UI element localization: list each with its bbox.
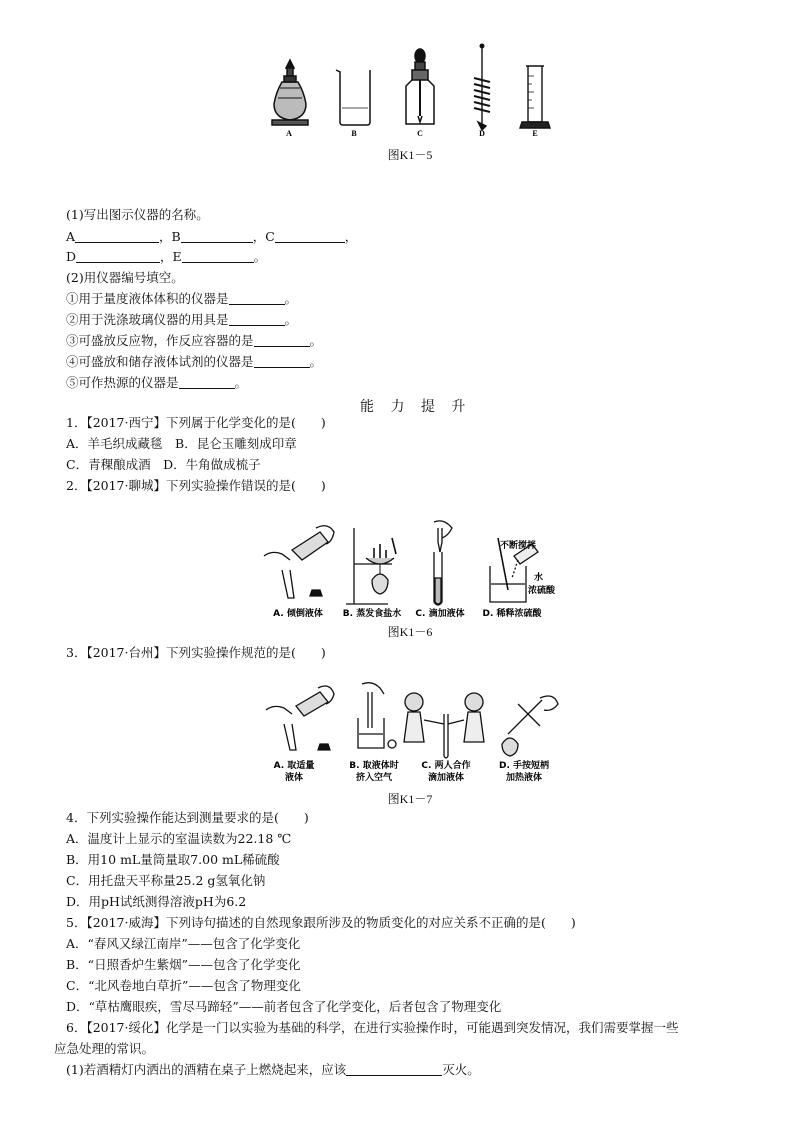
q4-option-b: B．用10 mL量筒量取7.00 mL稀硫酸: [66, 852, 280, 867]
fig1-label-e: E: [532, 129, 538, 138]
q1-stem: 1．【2017·西宁】下列属于化学变化的是( ): [66, 415, 326, 430]
alcohol-lamp-icon: [272, 60, 308, 125]
figure-k1-6: [262, 518, 562, 622]
fig3-label-b1: B. 取液体时: [349, 761, 399, 771]
q4-option-a: A．温度计上显示的室温读数为22.18 ℃: [66, 831, 292, 846]
fig1-label-c: C: [417, 129, 423, 138]
fig3-label-a2: 液体: [284, 773, 304, 783]
evaporating-dish-icon: [346, 528, 396, 604]
fig3-label-b2: 挤入空气: [355, 773, 393, 783]
fig2-note-acid: 浓硫酸: [528, 586, 556, 596]
blank-item-5[interactable]: [179, 376, 235, 389]
q1-options-ab: A．羊毛织成藏毯 B．昆仑玉雕刻成印章: [66, 436, 297, 451]
figure-caption-k1-6: 图K1－6: [387, 625, 433, 639]
fill-item-2: ②用于洗涤玻璃仪器的用具是 。: [66, 312, 298, 327]
q6-stem-line1: 6．【2017·绥化】化学是一门以实验为基础的科学，在进行实验操作时，可能遇到突发情况，我们需要掌握一些: [66, 1020, 679, 1035]
blank-q6-1[interactable]: [346, 1063, 442, 1076]
q5-option-d: D．“草枯鹰眼疾，雪尽马蹄轻”——前者包含了化学变化，后者包含了物理变化: [66, 999, 502, 1014]
fill-item-4: ④可盛放和储存液体试剂的仪器是 。: [66, 354, 323, 369]
q5-stem: 5．【2017·威海】下列诗句描述的自然现象跟所涉及的物质变化的对应关系不正确的是( ): [66, 915, 576, 930]
fig3-label-c1: C. 两人合作: [421, 761, 471, 771]
q2-stem: 2．【2017·聊城】下列实验操作错误的是( ): [66, 478, 326, 493]
q4-stem: 4．下列实验操作能达到测量要求的是( ): [66, 810, 309, 825]
graduated-cylinder-icon: [520, 66, 550, 128]
blank-a[interactable]: [75, 230, 159, 243]
beaker-icon: [336, 70, 370, 125]
blank-item-2[interactable]: [229, 313, 285, 326]
two-people-icon: [404, 693, 484, 758]
blank-item-3[interactable]: [254, 334, 310, 347]
figure-k1-7: [262, 680, 562, 788]
fig3-label-a1: A. 取适量: [273, 761, 315, 771]
figure-caption-k1-5: 图K1－5: [387, 148, 433, 162]
q6-part1: (1)若酒精灯内洒出的酒精在桌子上燃烧起来，应该 灭火。: [66, 1062, 480, 1077]
fill-item-3: ③可盛放反应物，作反应容器的是 。: [66, 333, 323, 348]
heating-liquid-icon: [502, 696, 558, 756]
blank-c[interactable]: [275, 230, 345, 243]
blank-b[interactable]: [181, 230, 253, 243]
fig3-label-d2: 加热液体: [505, 773, 543, 783]
blank-e[interactable]: [182, 250, 254, 263]
q4-option-d: D．用pH试纸测得溶液pH为6.2: [66, 894, 247, 909]
figure-caption-k1-7: 图K1－7: [387, 792, 433, 806]
fig1-label-a: A: [286, 129, 292, 138]
q5-option-c: C．“北风卷地白草折”——包含了物理变化: [66, 978, 301, 993]
figure-k1-5: [260, 42, 560, 142]
q5-option-b: B．“日照香炉生紫烟”——包含了化学变化: [66, 957, 301, 972]
q5-option-a: A．“春风又绿江南岸”——包含了化学变化: [66, 936, 301, 951]
q6-stem-line2: 应急处理的常识。: [54, 1041, 155, 1056]
part1-prompt: (1)写出图示仪器的名称。: [66, 207, 209, 222]
q3-stem: 3．【2017·台州】下列实验操作规范的是( ): [66, 645, 326, 660]
fig2-label-a: A. 倾倒液体: [273, 609, 323, 619]
q1-options-cd: C．青稞酿成酒 D．牛角做成梳子: [66, 457, 261, 472]
fill-item-1: ①用于量度液体体积的仪器是 。: [66, 291, 298, 306]
fill-item-5: ⑤可作热源的仪器是 。: [66, 375, 248, 390]
section-heading: 能 力 提 升: [360, 399, 472, 415]
fig3-label-d1: D. 手按短柄: [498, 761, 550, 771]
answer-row-de: D ，E 。: [66, 249, 267, 264]
fig3-label-c2: 滴加液体: [427, 773, 465, 783]
pouring-liquid-icon: [264, 526, 334, 598]
answer-row-abc: A ，B ，C ，: [66, 229, 358, 244]
fig2-note-water: 水: [534, 573, 544, 583]
fig2-note-stir: 不断搅拌: [500, 541, 537, 551]
fig1-label-b: B: [351, 129, 357, 138]
fig2-label-c: C. 滴加液体: [415, 609, 465, 619]
dropper-squeeze-icon: [358, 683, 396, 748]
fig2-label-b: B. 蒸发食盐水: [342, 609, 402, 619]
blank-item-4[interactable]: [254, 355, 310, 368]
dropper-bottle-icon: [406, 49, 434, 124]
taking-liquid-icon: [266, 686, 334, 750]
test-tube-brush-icon: [474, 44, 490, 130]
fig2-label-d: D. 稀释浓硫酸: [482, 609, 542, 619]
blank-d[interactable]: [76, 250, 160, 263]
blank-item-1[interactable]: [229, 292, 285, 305]
q4-option-c: C．用托盘天平称量25.2 g氢氧化钠: [66, 873, 266, 888]
dropping-liquid-icon: [434, 521, 452, 605]
fig1-label-d: D: [479, 129, 485, 138]
part2-prompt: (2)用仪器编号填空。: [66, 270, 184, 285]
